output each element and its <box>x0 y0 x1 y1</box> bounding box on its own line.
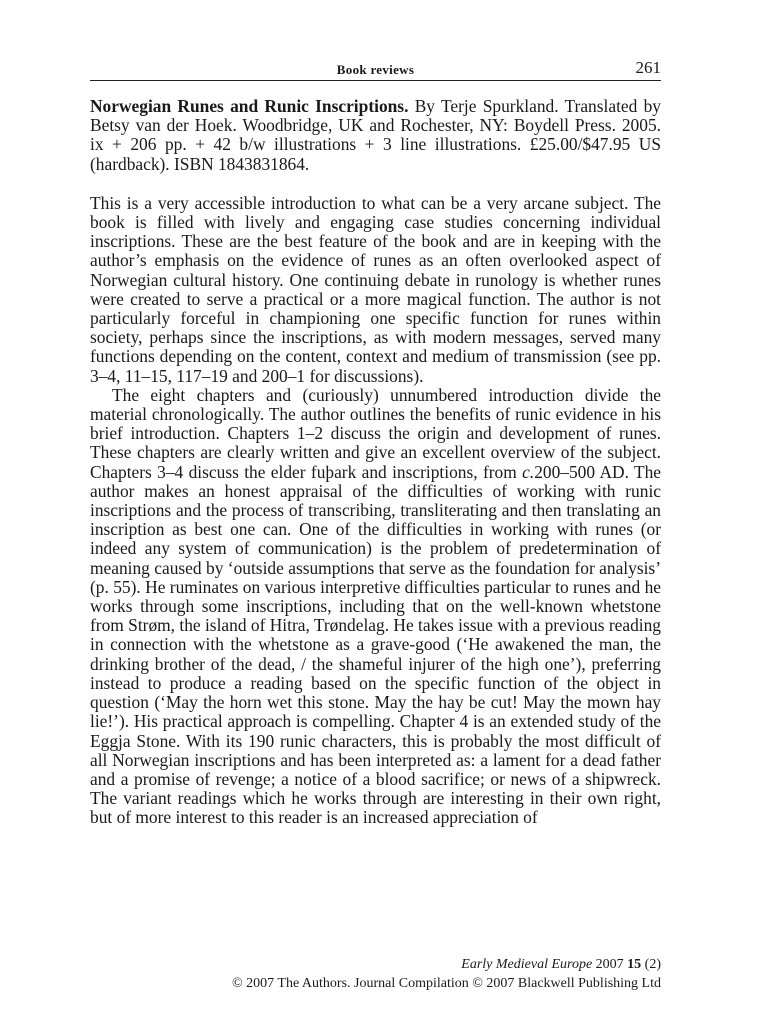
journal-year: 2007 <box>592 957 628 972</box>
paragraph-1: This is a very accessible introduction to what can be a very arcane subject. The book is filled with lively and engaging case studies concerning individual inscriptions. These are the best feature of the book and are in keeping with the author’s emphasis on the evidence of runes as an often overlooked aspect of Norwegian cultural history. One continuing debate in runology is whether runes were created to serve a practical or a more magical function. The author is not particularly forceful in championing one specific function for runes within society, perhaps since the inscriptions, as with modern messages, served many functions depending on the content, context and medium of transmission (see pp. 3–4, 11–15, 117–19 and 200–1 for discussions). <box>90 192 661 386</box>
paragraph-2 <box>90 386 661 828</box>
paragraph-2-part-a: The eight chapters and (curiously) unnumbered introduction divide the material chronologically. The author outlines the benefits of runic evidence in his brief introduction. Chapters 1–2 discuss the origin and development of runes. These chapters are clearly written and give an excellent overview of the subject. Chapters 3–4 discuss the elder fuþark and inscriptions, from <box>90 384 661 482</box>
journal-name: Early Medieval Europe <box>461 957 593 972</box>
running-header <box>90 58 661 81</box>
paragraph-2-part-b: 200–500 AD. The author makes an honest appraisal of the difficulties of working with runic inscriptions and the process of transcribing, transliterating and then translating an inscription as best one can. One of the difficulties in working with runes (or indeed any system of communication) is the problem of predetermination of meaning caused by ‘outside assumptions that serve as the foundation for analysis’ (p. 55). He ruminates on various interpretive difficulties particular to runes and he works through some inscriptions, including that on the well-known whetstone from Strøm, the island of Hitra, Trøndelag. He takes issue with a previous reading in connection with the whetstone as a grave-good (‘He awakened the man, the drinking brother of the dead, / the shameful injurer of the high one’), preferring instead to produce a reading based on the specific function of the object in question (‘May the horn wet this stone. May the hay be cut! May the mown hay lie!’). His practical approach is compelling. Chapter 4 is an extended study of the Eggja Stone. With its 190 runic characters, this is probably the most difficult of all Norwegian inscriptions and has been interpreted as: a lament for a dead father and a promise of revenge; a notice of a blood sacrifice; or news of a shipwreck. The variant readings which he works through are interesting in their own right, but of more interest to this reader is an increased appreciation of <box>90 461 661 828</box>
review-body <box>90 194 661 828</box>
circa-abbreviation: c. <box>522 461 535 482</box>
journal-issue: (2) <box>641 957 661 972</box>
journal-volume: 15 <box>627 957 642 972</box>
page-number: 261 <box>635 58 661 77</box>
page-footer <box>90 955 661 993</box>
journal-citation <box>90 955 661 974</box>
copyright-notice: © 2007 The Authors. Journal Compilation © 2007 Blackwell Publishing Ltd <box>232 976 661 991</box>
page-content <box>90 58 661 828</box>
review-citation <box>90 97 661 174</box>
section-title: Book reviews <box>336 62 415 77</box>
book-citation-details: By Terje Spurkland. Translated by Betsy van der Hoek. Woodbridge, UK and Rochester, NY: Boydell Press. 2005. ix + 206 pp. + 42 b/w illustrations + 3 line illustrations. £25.00/$47.95 US (hardback). ISBN 1843831864. <box>90 96 661 174</box>
book-title: Norwegian Runes and Runic Inscriptions. <box>90 96 409 116</box>
